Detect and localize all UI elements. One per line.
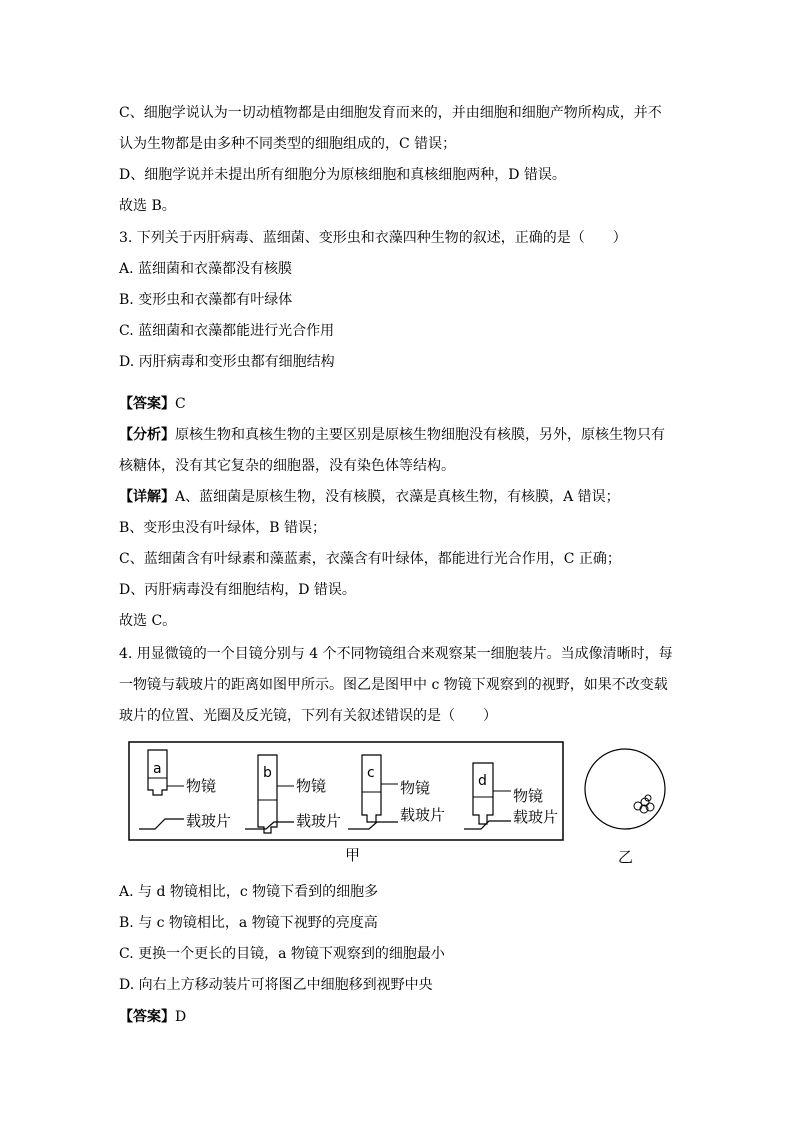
objective-a-label: 物镜 (186, 777, 217, 795)
objective-b (245, 755, 341, 833)
objective-d-label: 物镜 (513, 787, 544, 805)
q3-analysis-line2: 核糖体，没有其它复杂的细胞器，没有染色体等结构。 (119, 458, 455, 474)
slide-b-label: 载玻片 (296, 812, 342, 830)
answer-tag: 【答案】 (119, 1009, 175, 1025)
objective-c (348, 755, 445, 829)
prev-choose: 故选 B。 (119, 198, 176, 214)
q4-option-d: D. 向右上方移动装片可将图乙中细胞移到视野中央 (119, 977, 433, 993)
detail-text: A、蓝细菌是原核生物，没有核膜，衣藻是真核生物，有核膜，A 错误； (175, 489, 620, 505)
caption-yi: 乙 (618, 848, 634, 866)
objective-a-letter: a (153, 761, 162, 777)
q4-stem-line1: 4. 用显微镜的一个目镜分别与 4 个不同物镜组合来观察某一细胞装片。当成像清晰时，每 (119, 646, 673, 662)
q4-option-a: A. 与 d 物镜相比，c 物镜下看到的细胞多 (119, 884, 379, 900)
q3-stem: 3. 下列关于丙肝病毒、蓝细菌、变形虫和衣藻四种生物的叙述，正确的是（ ） (119, 230, 627, 246)
q4-stem-line2: 一物镜与载玻片的距离如图甲所示。图乙是图甲中 c 物镜下观察到的视野，如果不改变载 (119, 677, 668, 693)
q3-detail-d: D、丙肝病毒没有细胞结构，D 错误。 (119, 582, 356, 598)
prev-option-c-line2: 认为生物都是由多种不同类型的细胞组成的，C 错误； (119, 136, 457, 152)
q3-option-a: A. 蓝细菌和衣藻都没有核膜 (119, 261, 293, 277)
q3-option-d: D. 丙肝病毒和变形虫都有细胞结构 (119, 354, 335, 370)
q3-option-c: C. 蓝细菌和衣藻都能进行光合作用 (119, 323, 335, 339)
analysis-text: 原核生物和真核生物的主要区别是原核生物细胞没有核膜，另外，原核生物只有 (175, 427, 665, 443)
objective-b-letter: b (263, 765, 272, 781)
prev-option-d: D、细胞学说并未提出所有细胞分为原核细胞和真核细胞两种，D 错误。 (119, 167, 566, 183)
q4-option-c: C. 更换一个更长的目镜，a 物镜下观察到的细胞最小 (119, 946, 445, 962)
objective-c-label: 物镜 (400, 779, 431, 797)
q4-option-b: B. 与 c 物镜相比，a 物镜下视野的亮度高 (119, 915, 378, 931)
answer-tag: 【答案】 (119, 396, 175, 412)
q3-choose: 故选 C。 (119, 613, 177, 629)
q3-detail-b: B、变形虫没有叶绿体，B 错误； (119, 520, 327, 536)
caption-jia: 甲 (345, 846, 361, 864)
analysis-tag: 【分析】 (119, 427, 175, 443)
objective-d (464, 763, 558, 829)
slide-d-line (464, 821, 511, 829)
objective-a (139, 750, 231, 830)
slide-c-line (348, 822, 398, 829)
objective-b-label: 物镜 (296, 777, 327, 795)
q4-stem-line3: 玻片的位置、光圈及反光镜，下列有关叙述错误的是（ ） (119, 708, 497, 724)
slide-d-label: 载玻片 (513, 808, 559, 826)
prev-option-c-line1: C、细胞学说认为一切动植物都是由细胞发育而来的，并由细胞和细胞产物所构成，并不 (119, 105, 662, 121)
q4-answer (119, 1007, 186, 1027)
q3-option-b: B. 变形虫和衣藻都有叶绿体 (119, 292, 293, 308)
answer-value: C (175, 396, 186, 412)
slide-a-line (139, 819, 184, 829)
figure-yi-field-of-view (585, 749, 665, 829)
objective-c-letter: c (367, 765, 375, 781)
slide-a-label: 载玻片 (186, 812, 232, 830)
answer-value: D (175, 1009, 187, 1025)
slide-c-label: 载玻片 (400, 806, 446, 824)
q3-detail-c: C、蓝细菌含有叶绿素和藻蓝素，衣藻含有叶绿体，都能进行光合作用，C 正确； (119, 551, 621, 567)
detail-tag: 【详解】 (119, 489, 175, 505)
objective-d-letter: d (478, 773, 487, 789)
